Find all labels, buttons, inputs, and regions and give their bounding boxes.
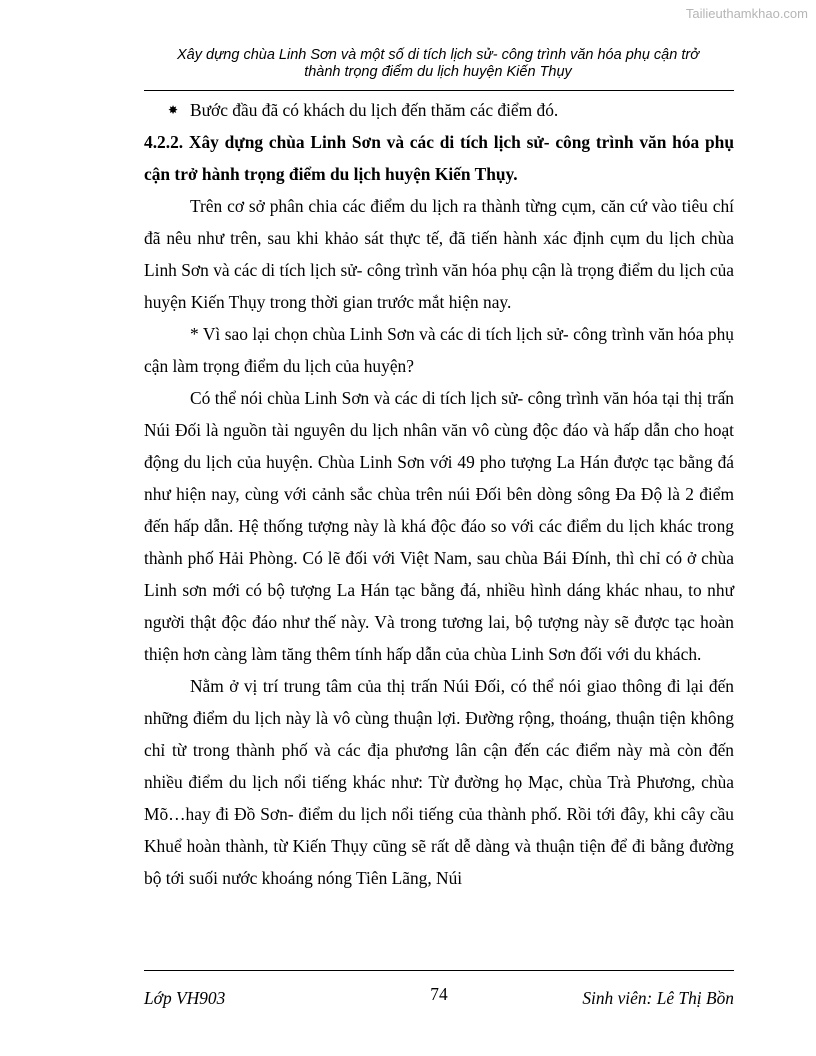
bullet-star-icon: ✸ (168, 103, 179, 117)
footer-class-label: Lớp VH903 (144, 988, 226, 1008)
header-line-1: Xây dựng chùa Linh Sơn và một số di tích lịch sử- công trình văn hóa phụ cận trở (177, 47, 699, 63)
section-heading: 4.2.2. Xây dựng chùa Linh Sơn và các di tích lịch sử- công trình văn hóa phụ cận trở hành trọng điểm du lịch huyện Kiến Thụy. (144, 132, 734, 184)
paragraph-4: Nằm ở vị trí trung tâm của thị trấn Núi Đối, có thể nói giao thông đi lại đến những điểm du lịch này là vô cùng thuận lợi. Đường rộng, thoáng, thuận tiện không chỉ từ trong thành phố và các địa phương lân cận đến các điểm này mà còn đến nhiều điểm du lịch nổi tiếng khác như: Từ đường họ Mạc, chùa Trà Phương, chùa Mõ…hay đi Đồ Sơn- điểm du lịch nổi tiếng của thành phố. Rồi tới đây, khi cây cầu Khuể hoàn thành, từ Kiến Thụy cũng sẽ rất dễ dàng và thuận tiện để đi bằng đường bộ tới suối nước khoáng nóng Tiên Lãng, Núi (144, 676, 734, 888)
footer-divider (144, 970, 734, 971)
footer-student-name: Sinh viên: Lê Thị Bồn (582, 988, 734, 1008)
page-footer (144, 984, 734, 1010)
bullet-text: Bước đầu đã có khách du lịch đến thăm các điểm đó. (190, 100, 559, 120)
running-header (140, 47, 736, 81)
paragraph-1: Trên cơ sở phân chia các điểm du lịch ra thành từng cụm, căn cứ vào tiêu chí đã nêu như trên, sau khi khảo sát thực tế, đã tiến hành xác định cụm du lịch chùa Linh Sơn và các di tích lịch sử- công trình văn hóa phụ cận là trọng điểm du lịch của huyện Kiến Thụy trong thời gian trước mắt hiện nay. (144, 196, 734, 312)
document-body (144, 94, 734, 894)
header-line-2: thành trọng điểm du lịch huyện Kiến Thụy (304, 64, 572, 80)
header-divider (144, 90, 734, 91)
watermark: Tailieuthamkhao.com (685, 6, 808, 21)
paragraph-2: * Vì sao lại chọn chùa Linh Sơn và các di tích lịch sử- công trình văn hóa phụ cận làm trọng điểm du lịch của huyện? (144, 324, 734, 376)
bullet-item (144, 94, 734, 126)
paragraph-3: Có thể nói chùa Linh Sơn và các di tích lịch sử- công trình văn hóa tại thị trấn Núi Đối là nguồn tài nguyên du lịch nhân văn vô cùng độc đáo và hấp dẫn cho hoạt động du lịch của huyện. Chùa Linh Sơn với 49 pho tượng La Hán được tạc bằng đá như hiện nay, cùng với cảnh sắc chùa trên núi Đối bên dòng sông Đa Độ là 2 điểm đến hấp dẫn. Hệ thống tượng này là khá độc đáo so với các điểm du lịch khác trong thành phố Hải Phòng. Có lẽ đối với Việt Nam, sau chùa Bái Đính, thì chỉ có ở chùa Linh sơn mới có bộ tượng La Hán tạc bằng đá, nhiều hình dáng khác nhau, to như người thật độc đáo như thế này. Và trong tương lai, bộ tượng này sẽ được tạc hoàn thiện hơn càng làm tăng thêm tính hấp dẫn của chùa Linh Sơn đối với du khách. (144, 388, 734, 664)
page-number: 74 (430, 984, 448, 1004)
